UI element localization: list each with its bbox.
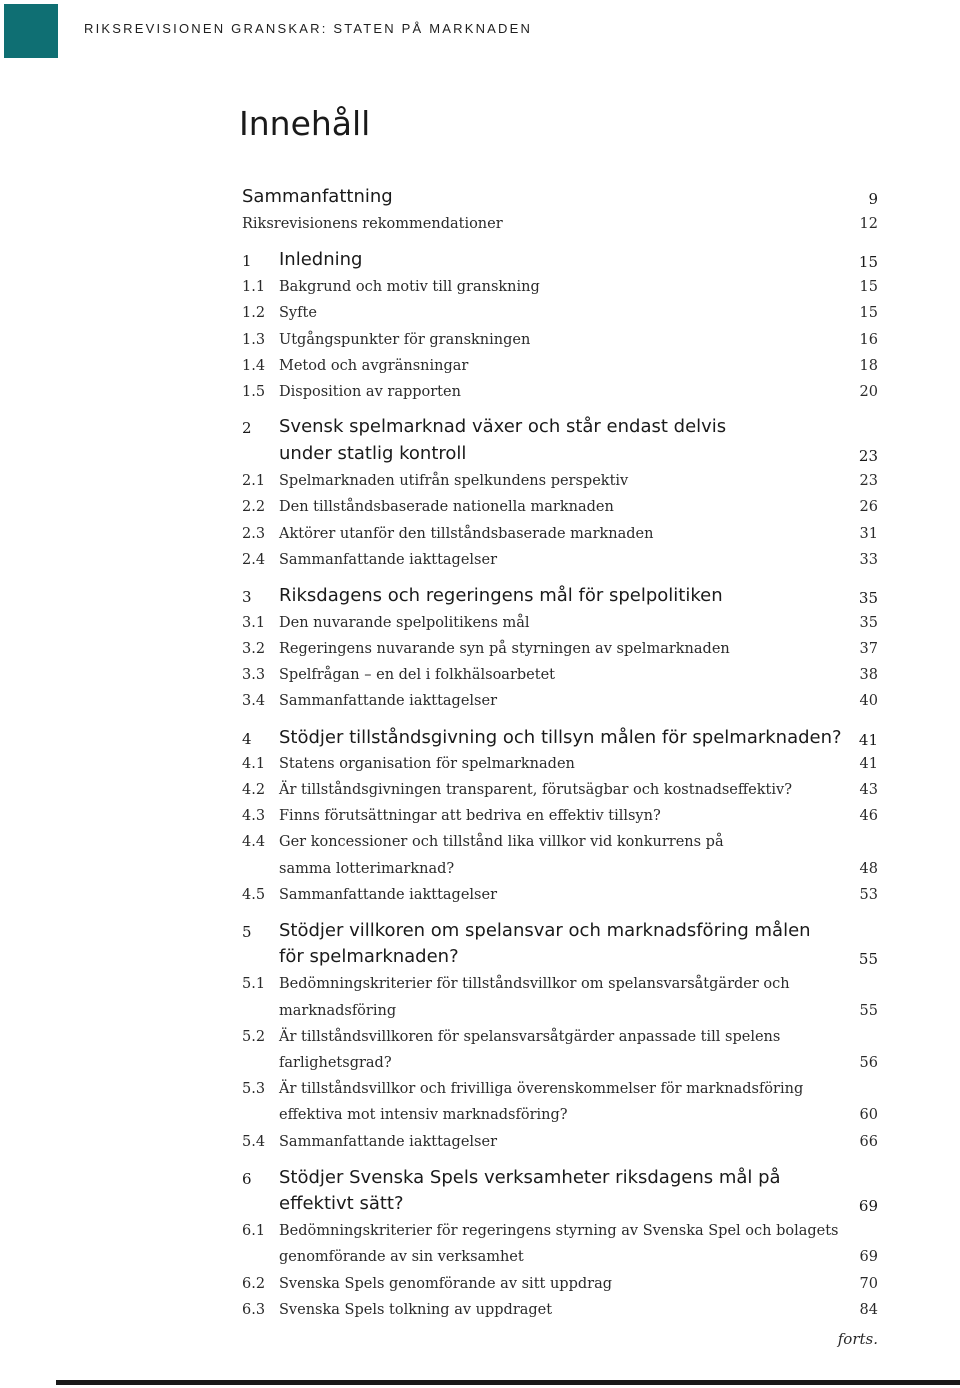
toc-entry-title: Finns förutsättningar att bedriva en effektiv tillsyn?: [279, 808, 661, 824]
toc-entry-number: 1.4: [242, 358, 266, 374]
toc-entry-number: 2.3: [242, 526, 266, 542]
page-title: Innehåll: [239, 104, 371, 143]
toc-entry-title: Metod och avgränsningar: [279, 358, 469, 374]
toc-entry-title: Utgångspunkter för granskningen: [279, 332, 531, 348]
toc-entry-title: Svenska Spels tolkning av uppdraget: [279, 1302, 553, 1318]
toc-entry-number: 5: [242, 923, 252, 941]
toc-entry-number: 5.4: [242, 1134, 266, 1150]
toc-entry-title: Riksrevisionens rekommendationer: [242, 216, 503, 232]
toc-entry-title: Spelmarknaden utifrån spelkundens perspektiv: [279, 473, 629, 489]
toc-entry-number: 3.3: [242, 667, 266, 683]
toc-entry-page: 41: [858, 731, 878, 749]
toc-entry-title: Syfte: [279, 305, 317, 321]
toc-entry-page: 43: [859, 782, 878, 798]
toc-entry-title: Statens organisation för spelmarknaden: [279, 756, 575, 772]
toc-entry-title: Bedömningskriterier för tillståndsvillkor om spelansvarsåtgärder och: [279, 976, 790, 992]
toc-entry-number: 3.4: [242, 693, 266, 709]
toc-entry-page: 16: [859, 332, 878, 348]
toc-entry-page: 15: [859, 279, 878, 295]
toc-entry-title: Sammanfattande iakttagelser: [279, 693, 498, 709]
toc-entry-page: 55: [858, 950, 878, 968]
toc-entry-title: för spelmarknaden?: [279, 946, 459, 967]
toc-entry-number: 3.1: [242, 615, 266, 631]
continued-label: forts.: [837, 1330, 878, 1348]
toc-entry-page: 60: [859, 1107, 878, 1123]
toc-entry-number: 6.3: [242, 1302, 266, 1318]
toc-entry-page: 40: [859, 693, 878, 709]
toc-entry-number: 2.2: [242, 499, 266, 515]
toc-entry-number: 6.1: [242, 1223, 266, 1239]
toc-entry-number: 1.2: [242, 305, 266, 321]
toc-entry-title: Stödjer tillståndsgivning och tillsyn målen för spelmarknaden?: [279, 727, 842, 748]
toc-entry-number: 2: [242, 419, 252, 437]
toc-entry-title: Stödjer villkoren om spelansvar och marknadsföring målen: [279, 920, 811, 941]
toc-entry-title: Den nuvarande spelpolitikens mål: [279, 615, 530, 631]
toc-entry-title: Spelfrågan – en del i folkhälsoarbetet: [279, 667, 555, 683]
toc-entry-number: 5.2: [242, 1029, 266, 1045]
toc-entry-page: 35: [858, 589, 878, 607]
toc-entry-title: Inledning: [279, 249, 363, 270]
toc-entry-title: Sammanfattande iakttagelser: [279, 887, 498, 903]
toc-entry-number: 1: [242, 252, 252, 270]
toc-entry-page: 31: [859, 526, 878, 542]
toc-entry-title: farlighetsgrad?: [279, 1055, 392, 1071]
toc-entry-page: 69: [859, 1249, 878, 1265]
running-header: RIKSREVISIONEN GRANSKAR: STATEN PÅ MARKNADEN: [84, 21, 533, 36]
toc-entry-number: 4.4: [242, 834, 266, 850]
toc-entry-number: 2.1: [242, 473, 266, 489]
toc-entry-title: Aktörer utanför den tillståndsbaserade marknaden: [279, 526, 654, 542]
toc-entry-title: Bakgrund och motiv till granskning: [279, 279, 540, 295]
toc-entry-page: 69: [858, 1197, 878, 1215]
toc-entry-page: 12: [859, 216, 878, 232]
toc-entry-page: 35: [859, 615, 878, 631]
toc-entry-page: 48: [859, 861, 878, 877]
toc-entry-title: Är tillståndsgivningen transparent, förutsägbar och kostnadseffektiv?: [279, 782, 792, 798]
toc-entry-title: Den tillståndsbaserade nationella marknaden: [279, 499, 614, 515]
toc-entry-number: 6: [242, 1170, 252, 1188]
toc-entry-title: Sammanfattande iakttagelser: [279, 1134, 498, 1150]
toc-entry-number: 5.1: [242, 976, 266, 992]
toc-entry-page: 56: [859, 1055, 878, 1071]
toc-entry-page: 66: [859, 1134, 878, 1150]
toc-entry-title: Regeringens nuvarande syn på styrningen av spelmarknaden: [279, 641, 730, 657]
toc-entry-number: 3.2: [242, 641, 266, 657]
toc-entry-title: Riksdagens och regeringens mål för spelpolitiken: [279, 585, 723, 606]
toc-entry-number: 1.3: [242, 332, 266, 348]
toc-entry-page: 33: [859, 552, 878, 568]
toc-entry-page: 41: [859, 756, 878, 772]
toc-entry-title: effektivt sätt?: [279, 1193, 404, 1214]
toc-entry-number: 4.3: [242, 808, 266, 824]
toc-entry-number: 6.2: [242, 1276, 266, 1292]
toc-entry-title: genomförande av sin verksamhet: [279, 1249, 524, 1265]
toc-entry-number: 4.2: [242, 782, 266, 798]
toc-entry-title: Sammanfattande iakttagelser: [279, 552, 498, 568]
toc-entry-title: Svenska Spels genomförande av sitt uppdrag: [279, 1276, 613, 1292]
toc-entry-page: 38: [859, 667, 878, 683]
toc-entry-page: 23: [859, 473, 878, 489]
toc-entry-page: 15: [858, 253, 878, 271]
toc-entry-title: Svensk spelmarknad växer och står endast delvis: [279, 416, 727, 437]
toc-entry-title: Är tillståndsvillkoren för spelansvarsåtgärder anpassade till spelens: [279, 1029, 781, 1045]
toc-entry-page: 37: [859, 641, 878, 657]
toc-entry-number: 3: [242, 588, 252, 606]
toc-entry-title: Bedömningskriterier för regeringens styrning av Svenska Spel och bolagets: [279, 1223, 839, 1239]
toc-entry-title: Sammanfattning: [242, 186, 393, 207]
toc-entry-number: 4: [242, 730, 252, 748]
toc-entry-page: 9: [868, 190, 878, 208]
toc-entry-page: 20: [859, 384, 878, 400]
toc-entry-number: 2.4: [242, 552, 266, 568]
toc-entry-page: 26: [859, 499, 878, 515]
toc-entry-number: 1.1: [242, 279, 266, 295]
toc-entry-number: 4.5: [242, 887, 266, 903]
toc-entry-title: effektiva mot intensiv marknadsföring?: [279, 1107, 568, 1123]
toc-entry-number: 1.5: [242, 384, 266, 400]
toc-entry-page: 18: [859, 358, 878, 374]
toc-entry-page: 23: [858, 447, 878, 465]
toc-entry-number: 5.3: [242, 1081, 266, 1097]
toc-entry-title: Ger koncessioner och tillstånd lika villkor vid konkurrens på: [279, 834, 724, 850]
footer-rule: [56, 1380, 960, 1385]
toc-entry-title: Stödjer Svenska Spels verksamheter riksdagens mål på: [279, 1167, 781, 1188]
toc-entry-page: 46: [859, 808, 878, 824]
toc-entry-title: under statlig kontroll: [279, 443, 467, 464]
toc-entry-page: 15: [859, 305, 878, 321]
toc-entry-page: 55: [859, 1003, 878, 1019]
toc-entry-title: Är tillståndsvillkor och frivilliga överenskommelser för marknadsföring: [279, 1081, 804, 1097]
toc-entry-number: 4.1: [242, 756, 266, 772]
toc-entry-page: 70: [859, 1276, 878, 1292]
toc-entry-page: 53: [859, 887, 878, 903]
toc-entry-title: samma lotterimarknad?: [279, 861, 455, 877]
toc-entry-title: marknadsföring: [279, 1003, 397, 1019]
toc-entry-page: 84: [859, 1302, 878, 1318]
toc-entry-title: Disposition av rapporten: [279, 384, 461, 400]
